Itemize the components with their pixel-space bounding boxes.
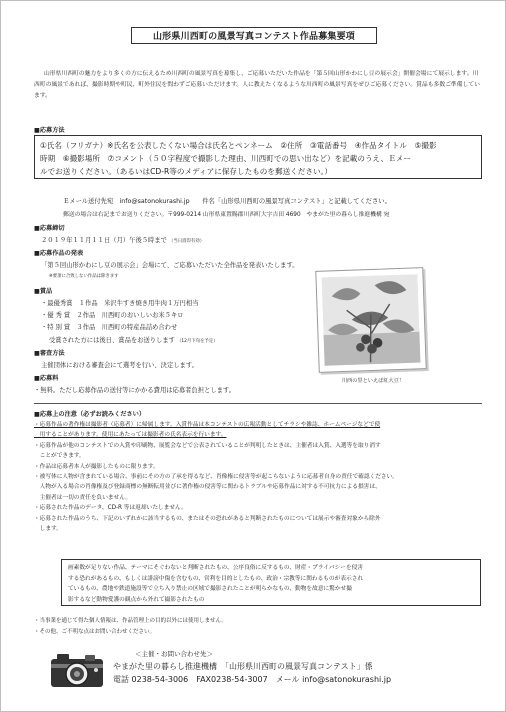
photo-caption: 川西の里といえば紅大豆！ (341, 378, 405, 384)
title-box (131, 27, 377, 44)
exclusion-line: ているもの、農地や鉄道施設等で立ち入り禁止の区域で撮影されたことが明らかなもの、動物を故意に驚かせ撮 (68, 586, 352, 592)
email-line: Ｅメール送付先宛 info@satonokurashi.jp 件名「山形県川西町の風景写真コンテスト」と記載してください。 (63, 198, 391, 205)
postal-line: 郵送の場合は右記までお送りください。〒999-0214 山形県東置賜郡川西町大字吉田 4690 やまがた里の暮らし推進機構 宛 (63, 212, 390, 218)
method-box (34, 135, 482, 179)
camera-icon (49, 649, 105, 689)
note-line: します。 (34, 526, 62, 533)
note-line: ・作品は応募者本人が撮影したものに限ります。 (34, 463, 159, 470)
exclusions-box (61, 559, 481, 606)
prizes-heading: ■賞品 (34, 288, 53, 295)
notes-heading: ■応募上の注意（必ずお読みください） (34, 411, 146, 418)
page-title: 山形県川西町の風景写真コンテスト作品募集要項 (152, 32, 356, 42)
notes-list (34, 420, 482, 534)
exclusion-line: 画素数が足りない作品、テーマにそぐわないと判断されたもの、公序良俗に反するもの、財産・プライバシーを侵害 (68, 565, 364, 571)
method-line-3: ルでお送りください。（あるいはCD-R等のメディアに保存したものを郵送ください。） (40, 167, 332, 176)
judging-text: 主催団体における審査会にて選考を行い、決定します。 (41, 362, 198, 369)
intro-paragraph: 山形県川西町の魅力をより多くの方に伝えるため川西町の風景写真を募集し、ご応募いただいた作品を「第５回山形かわにし豆の展示会」開催会場にて展示します。川西町の風景であれば、撮影時期や町民、町外住民を問わずご応募いただけます。人に教えたくなるような川西町の風景写真をぜひご応募ください。賞品も多数ご準備しています。 (34, 71, 480, 99)
exclusion-line: 影するなど動物愛護の観点から外れて撮影されたもの (68, 596, 205, 603)
note-line: ・応募作品の著作権は撮影者（応募者）に帰属します。入賞作品は本コンテストの広報活動としてチラシや雑誌、ホームページなどで使 (34, 422, 381, 428)
prize-item: ・特 別 賞 ３作品 川西町の特産品詰め合わせ (41, 324, 178, 331)
deadline-note: （当日消印有効） (168, 239, 205, 244)
note-line: 主催者は一切の責任を負いません。 (34, 494, 132, 501)
deadline-date: ２０１９年１１月１１日（月）午後５時まで (41, 237, 167, 244)
fee-text: ・無料。ただし応募作品の送付等にかかる費用は応募者負担とします。 (34, 387, 235, 394)
contact-details: 電話 0238-54-3006 FAX0238-54-3007 メール info@satonokurashi.jp (113, 675, 392, 684)
note-line: 人物が入る場合の肖像権及び登録商標の無断転用並びに著作権の侵害等に関わるトラブルや応募作品に対する不可抗力による損害は、 (34, 484, 381, 491)
fee-heading: ■応募料 (34, 375, 59, 382)
divider (34, 403, 482, 404)
deadline-heading: ■応募締切 (34, 225, 65, 232)
prize-shipping-note: （12月下旬を予定） (176, 339, 218, 344)
presentation-heading: ■応募作品の発表 (34, 250, 84, 257)
presentation-text: 「第５回山形かわにし豆の展示会」会場にて、ご応募いただいた全作品を発表いたします。 (41, 262, 299, 269)
note-line: ことができます。 (34, 453, 85, 460)
contact-organization: やまがた里の暮らし推進機構 「山形県川西町の風景写真コンテスト」係 (113, 662, 373, 671)
contact-label: ＜主催・お問い合わせ先＞ (135, 650, 213, 658)
presentation-note: ※要項に合致しない作品は除きます (49, 274, 119, 279)
note-line: ・被写体に人物が含まれている場合、事前にその方の了承を得るなど、肖像権に侵害等が起こらないように応募者自身の責任で確認ください。 (34, 474, 398, 481)
note-line: ・応募作品が他のコンテストでの入賞や印刷物、展覧会などで公表されていることが判明したときは、主催者は入賞、入選等を取り消す (34, 442, 381, 449)
method-heading: ■応募方法 (34, 127, 65, 134)
method-line-1: ①氏名（フリガナ）※氏名を公表したくない場合は氏名とペンネーム ②住所 ③電話番号 ④作品タイトル ⑤撮影 (40, 141, 437, 150)
red-bean-plant-photo (315, 267, 426, 373)
footnote: ・当事業を通じて得た個人情報は、作品管理上の目的以外には使用しません。 (34, 618, 227, 624)
red-bean-plant-illustration (321, 273, 420, 366)
judging-heading: ■審査方法 (34, 350, 65, 357)
deadline-line (41, 235, 204, 244)
prize-shipping-line (49, 335, 218, 344)
footnote: ・その他、ご不明な点はお問い合わせください。 (34, 629, 156, 635)
prize-shipping: 受賞された方には後日、賞品をお送りします (49, 337, 175, 344)
method-line-2: 時期 ⑥撮影場所 ⑦コメント（５０字程度で撮影した理由、川西町での思い出など）を記載のうえ、Ｅメー (40, 154, 411, 163)
note-line: ・応募された作品のデータ、CD-R 等は返却いたしません。 (34, 505, 187, 512)
prize-item: ・最優秀賞 １作品 米沢牛すき焼き用牛肉１万円相当 (41, 300, 199, 307)
note-line: ・応募された作品のうち、下記のいずれかに該当するもの、またはその恐れがあると判断されたものについては展示や審査対象から除外 (34, 515, 381, 522)
note-line: 用することがあります。使用にあたっては撮影者の氏名表示を行います。 (34, 432, 227, 439)
prize-item: ・優 秀 賞 ２作品 川西町のおいしいお米５キロ (41, 312, 184, 319)
exclusion-line: する恐れがあるもの、もしくは誹謗中傷を含むもの、営利を目的としたもの、政治・宗教等に関わるものが表示され (68, 575, 364, 582)
